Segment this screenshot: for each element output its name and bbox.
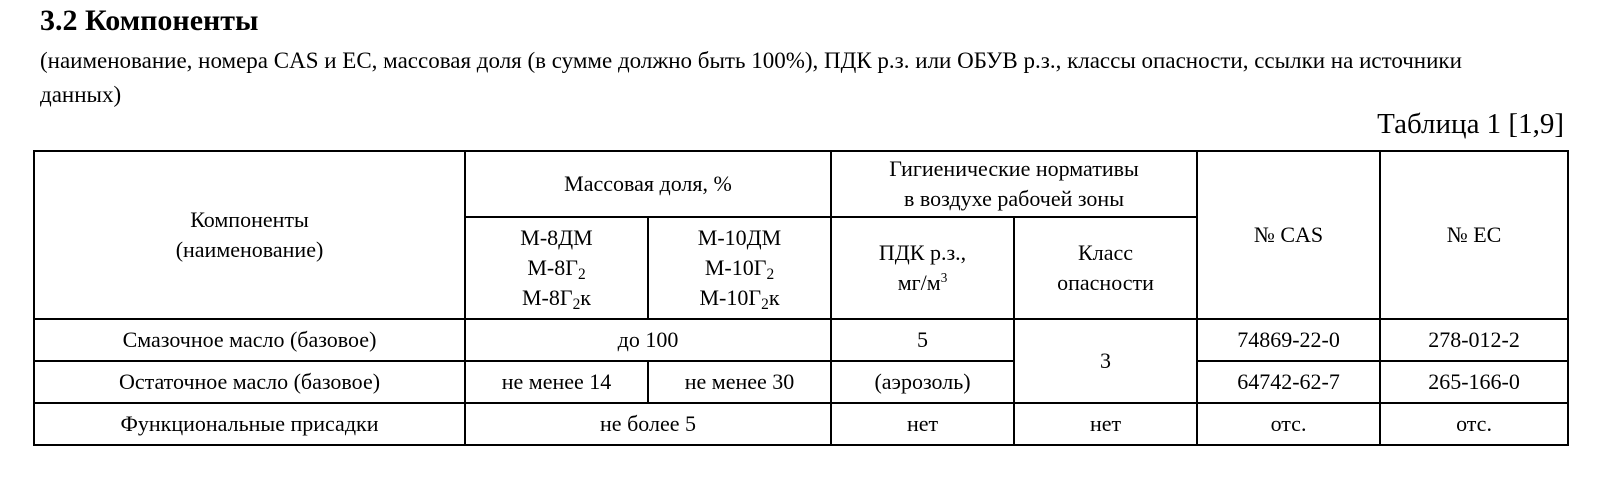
grade-a-line3-sub: 2	[572, 296, 581, 313]
mass-b-text: не менее	[684, 369, 767, 394]
components-header-line1: Компоненты	[190, 207, 309, 232]
mass-fraction-a	[465, 361, 648, 403]
components-header-line2: (наименование)	[175, 237, 324, 262]
pdk-note: (аэрозоль)	[831, 361, 1014, 403]
table-caption: Таблица 1 [1,9]	[1377, 108, 1564, 140]
grade-a-line3-base: М-8Г	[521, 285, 573, 310]
mass-fraction-header: Массовая доля, %	[465, 151, 831, 217]
grade-b-line3	[649, 283, 830, 313]
component-name: Функциональные присадки	[34, 403, 465, 445]
mass-num: 5	[684, 411, 696, 436]
pdk-unit-sup: 3	[940, 270, 948, 285]
grade-b-line1: М-10ДМ	[697, 225, 782, 250]
mass-fraction-b	[648, 361, 831, 403]
grade-b-line3-base: М-10Г	[699, 285, 762, 310]
pdk-value: 5	[831, 319, 1014, 361]
hazard-class-header	[1014, 217, 1197, 319]
grade-a-line2-base: М-8Г	[527, 255, 578, 280]
hygiene-header-line2: в воздухе рабочей зоны	[904, 186, 1124, 211]
pdk-header-unit	[832, 268, 1013, 298]
mass-b-num: 30	[772, 369, 795, 394]
hygiene-header-line1: Гигиенические нормативы	[889, 156, 1139, 181]
grade-a-line3-tail: к	[580, 285, 591, 310]
pdk-value: нет	[831, 403, 1014, 445]
hazard-class-value: 3	[1014, 319, 1197, 403]
cas-header: № CAS	[1197, 151, 1380, 319]
mass-a-num: 14	[589, 369, 612, 394]
grade-b-header	[648, 217, 831, 319]
hygiene-header	[831, 151, 1197, 217]
table-row	[34, 403, 1568, 445]
components-table	[33, 150, 1569, 446]
grade-b-line2-sub: 2	[766, 266, 775, 283]
mass-a-text: не менее	[501, 369, 584, 394]
grade-b-line2	[649, 253, 830, 283]
hazard-class-value: нет	[1014, 403, 1197, 445]
cas-value: 74869-22-0	[1197, 319, 1380, 361]
grade-a-line2	[466, 253, 647, 283]
grade-a-line1: М-8ДМ	[520, 225, 593, 250]
grade-b-line2-base: М-10Г	[704, 255, 767, 280]
mass-fraction-value	[465, 403, 831, 445]
ec-value: 278-012-2	[1380, 319, 1568, 361]
table-row	[34, 361, 1568, 403]
ec-value: 265-166-0	[1380, 361, 1568, 403]
cas-value: 64742-62-7	[1197, 361, 1380, 403]
grade-a-line3	[466, 283, 647, 313]
grade-b-line3-sub: 2	[761, 296, 769, 313]
header-row-1	[34, 151, 1568, 217]
pdk-header	[831, 217, 1014, 319]
component-name: Смазочное масло (базовое)	[34, 319, 465, 361]
ec-value: отс.	[1380, 403, 1568, 445]
hazard-header-line1: Класс	[1078, 240, 1133, 265]
pdk-unit-base: мг/м	[897, 270, 941, 295]
components-header	[34, 151, 465, 319]
grade-a-line2-sub: 2	[577, 266, 586, 283]
mass-fraction-value: до 100	[465, 319, 831, 361]
hazard-header-line2: опасности	[1057, 270, 1154, 295]
grade-b-line3-tail: к	[768, 285, 780, 310]
mass-text: не более	[600, 411, 680, 436]
section-heading: 3.2 Компоненты	[40, 4, 259, 37]
cas-value: отс.	[1197, 403, 1380, 445]
component-name: Остаточное масло (базовое)	[34, 361, 465, 403]
grade-a-header	[465, 217, 648, 319]
pdk-header-line1: ПДК р.з.,	[878, 240, 967, 265]
ec-header: № EC	[1380, 151, 1568, 319]
table-row	[34, 319, 1568, 361]
section-subtitle: (наименование, номера CAS и EC, массовая доля (в сумме должно быть 100%), ПДК р.з. или ОБУВ р.з., классы опасности, ссылки на источники данных)	[40, 48, 1462, 107]
